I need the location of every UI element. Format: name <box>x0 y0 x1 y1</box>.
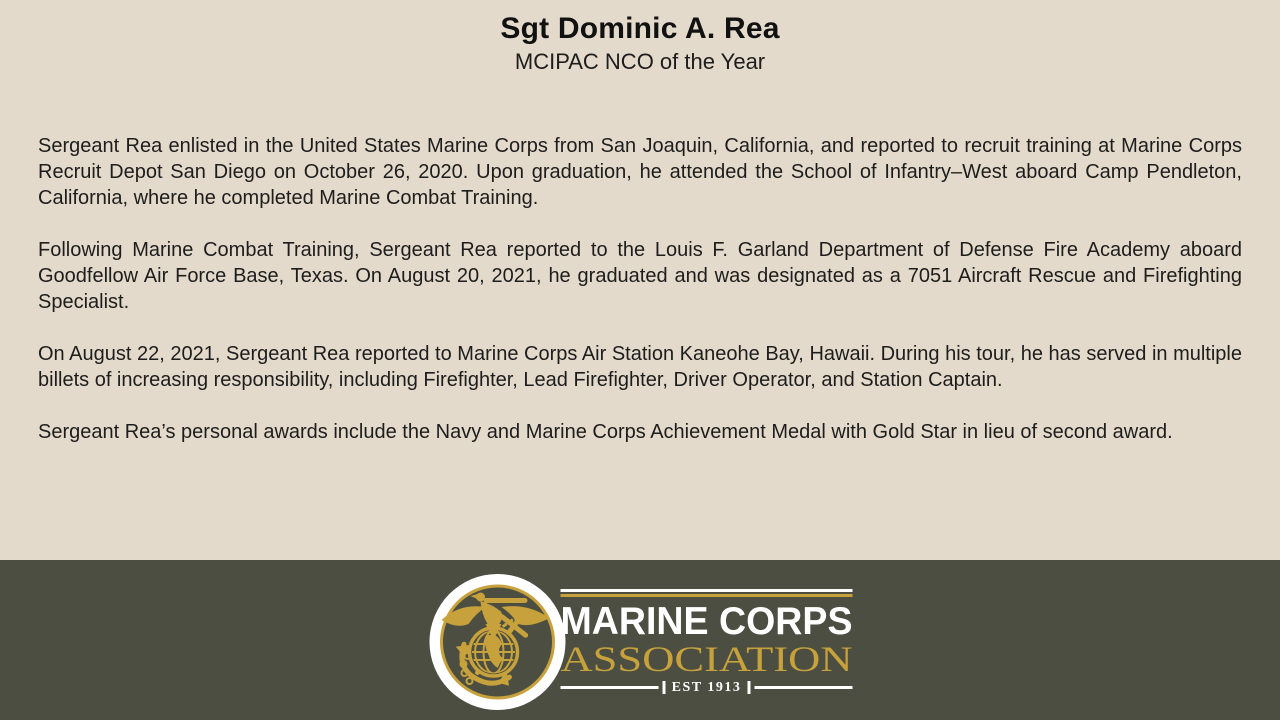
biography-text <box>38 133 1242 471</box>
bio-paragraph-3: On August 22, 2021, Sergeant Rea reported to Marine Corps Air Station Kaneohe Bay, Hawaii. During his tour, he has served in multiple billets of increasing responsibility, including Firefighter, Lead Firefighter, Driver Operator, and Station Captain. <box>38 343 1242 391</box>
top-white-rule <box>561 589 853 592</box>
page-subtitle: MCIPAC NCO of the Year <box>514 49 766 74</box>
bio-paragraph-2: Following Marine Combat Training, Sergeant Rea reported to the Louis F. Garland Department of Defense Fire Academy aboard Goodfellow Air Force Base, Texas. On August 20, 2021, he graduated and was designated as a 7051 Aircraft Rescue and Firefighting Specialist. <box>38 239 1242 313</box>
established-row <box>561 680 853 696</box>
established-right-rule <box>754 686 852 689</box>
top-gold-rule <box>561 594 853 597</box>
established-right-bar <box>747 681 750 694</box>
marine-corps-association-logo <box>428 572 853 712</box>
bio-paragraph-1: Sergeant Rea enlisted in the United States Marine Corps from San Joaquin, California, and reported to recruit training at Marine Corps Recruit Depot San Diego on October 26, 2020. Upon graduation, he attended the School of Infantry–West aboard Camp Pendleton, California, where he completed Marine Combat Training. <box>38 135 1242 209</box>
svg-text:MARINE CORPS: MARINE CORPS <box>560 599 853 642</box>
bio-paragraph-4: Sergeant Rea’s personal awards include the Navy and Marine Corps Achievement Medal with Gold Star in lieu of second award. <box>38 421 1173 443</box>
eagle-globe-anchor-icon <box>428 572 568 712</box>
page-title: Sgt Dominic A. Rea <box>500 12 780 45</box>
logo-wordmark <box>561 589 853 696</box>
established-label: EST 1913 <box>671 679 742 695</box>
footer-band <box>0 560 1280 720</box>
eagle-ribbon <box>484 598 528 603</box>
established-left-bar <box>663 681 666 694</box>
svg-text:ASSOCIATION: ASSOCIATION <box>560 641 853 678</box>
org-name-line1 <box>561 598 853 642</box>
org-name-line2 <box>561 642 853 678</box>
established-left-rule <box>561 686 659 689</box>
header <box>0 12 1280 75</box>
